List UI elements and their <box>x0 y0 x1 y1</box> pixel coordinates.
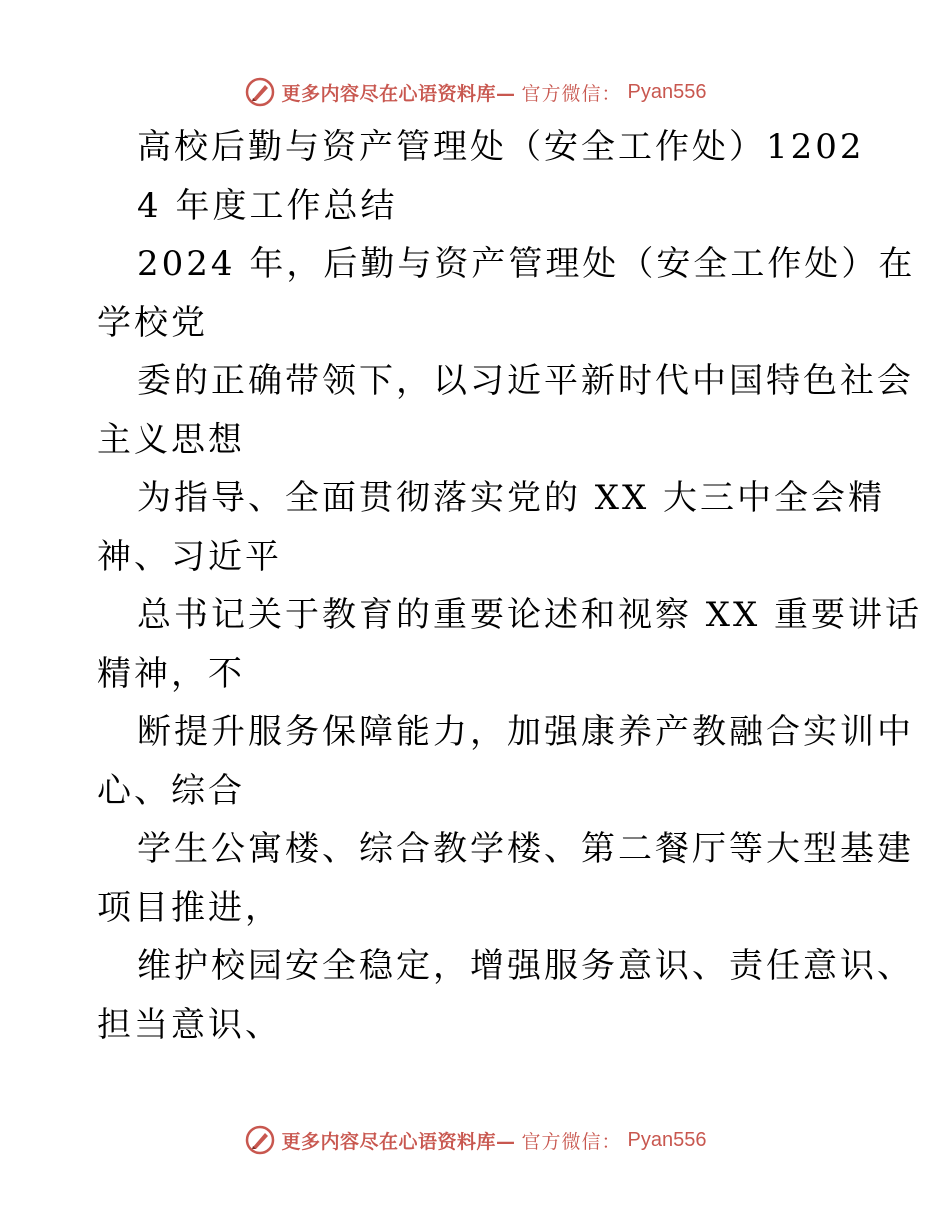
title-line-2: 4 年度工作总结 <box>137 185 398 226</box>
paragraph-line: 学校党 <box>97 302 208 343</box>
watermark-text: 更多内容尽在心语资料库— <box>281 82 516 105</box>
watermark-wechat-id: Pyan556 <box>627 1128 707 1151</box>
paragraph-line: 总书记关于教育的重要论述和视察 XX 重要讲话 <box>137 595 923 635</box>
paragraph-line: 项目推进， <box>97 887 282 928</box>
watermark-text: 更多内容尽在心语资料库— <box>281 1130 516 1153</box>
document-body <box>97 118 923 1054</box>
footer-watermark <box>0 1120 950 1160</box>
watermark-wechat-label: 官方微信： <box>521 1130 622 1153</box>
paragraph-line: 心、综合 <box>97 770 245 811</box>
paragraph-line: 为指导、全面贯彻落实党的 XX 大三中全会精 <box>137 478 886 518</box>
paragraph-line: 学生公寓楼、综合教学楼、第二餐厅等大型基建 <box>137 829 914 869</box>
paragraph-line: 委的正确带领下，以习近平新时代中国特色社会 <box>137 361 914 401</box>
paragraph-line: 断提升服务保障能力，加强康养产教融合实训中 <box>137 712 914 752</box>
watermark-wechat-label: 官方微信： <box>521 82 622 105</box>
pen-logo-icon <box>244 1124 276 1156</box>
pen-logo-icon <box>244 76 276 108</box>
paragraph-line: 维护校园安全稳定，增强服务意识、责任意识、 <box>137 946 914 986</box>
paragraph-line: 神、习近平 <box>97 536 282 577</box>
paragraph-line: 主义思想 <box>97 419 245 460</box>
header-watermark <box>0 72 950 112</box>
paragraph-line: 2024 年，后勤与资产管理处（安全工作处）在 <box>137 244 916 284</box>
title-line-1: 高校后勤与资产管理处（安全工作处）1202 <box>137 127 865 167</box>
paragraph-line: 精神，不 <box>97 653 245 694</box>
paragraph-line: 担当意识、 <box>97 1004 282 1045</box>
watermark-wechat-id: Pyan556 <box>627 80 707 103</box>
